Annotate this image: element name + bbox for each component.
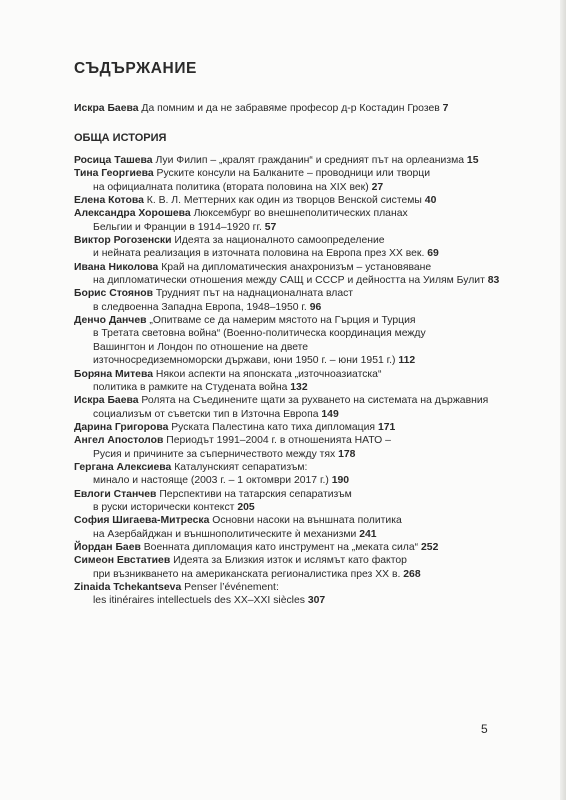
entry-page: 132 bbox=[290, 381, 308, 393]
entry-line bbox=[74, 354, 544, 367]
entry-title: Penser l’événement: bbox=[184, 582, 279, 593]
entry-line bbox=[171, 422, 395, 433]
entry-title-continuation: Бельгии и Франции в 1914–1920 гг. bbox=[93, 221, 262, 233]
toc-entry bbox=[74, 514, 544, 541]
entry-line bbox=[74, 408, 544, 421]
entry-title: Край на дипломатическия анахронизъм – установяване bbox=[161, 261, 432, 273]
entry-page: 307 bbox=[307, 595, 326, 607]
entry-page: 241 bbox=[359, 528, 377, 540]
entry-line bbox=[74, 501, 544, 514]
entry-author: Евлоги Станчев bbox=[74, 488, 157, 500]
page-edge bbox=[560, 0, 566, 800]
entry-author: Гергана Алексиева bbox=[74, 461, 172, 473]
page-title: СЪДЪРЖАНИЕ bbox=[74, 60, 197, 77]
entry-author: Елена Котова bbox=[74, 195, 144, 207]
entry-line bbox=[74, 474, 544, 487]
entry-author: Искра Баева bbox=[74, 103, 139, 114]
entry-title: Основни насоки на външната политика bbox=[212, 515, 402, 527]
entry-title: Руските консули на Балканите – проводници или творци bbox=[156, 168, 431, 180]
section-heading: ОБЩА ИСТОРИЯ bbox=[74, 132, 167, 144]
entry-title-continuation: в руски исторически контекст bbox=[93, 501, 235, 513]
entry-author: Дарина Григорова bbox=[74, 421, 169, 433]
entry-line bbox=[74, 301, 544, 314]
entry-page: 27 bbox=[371, 181, 384, 193]
entry-title-continuation: при възникването на американската регионалистика през XX в. bbox=[93, 568, 401, 580]
entry-page: 171 bbox=[377, 421, 396, 433]
entry-author: Боряна Митева bbox=[74, 368, 153, 380]
entry-page: 57 bbox=[264, 221, 277, 233]
toc-entry bbox=[74, 261, 544, 288]
entry-title-continuation: в следвоенна Западна Европа, 1948–1950 г. bbox=[93, 301, 307, 313]
entry-author: Ангел Апостолов bbox=[74, 435, 164, 447]
toc-entry bbox=[74, 234, 544, 261]
entry-page: 69 bbox=[427, 248, 439, 260]
intro-entry bbox=[74, 102, 544, 115]
entry-page: 190 bbox=[331, 475, 350, 487]
entry-title: Луи Филип – „кралят гражданин“ и средният път на орлеанизма bbox=[155, 155, 465, 166]
toc-entry bbox=[74, 207, 544, 234]
entry-title-continuation: източносредиземноморски държави, юни 1950 г. – юни 1951 г.) bbox=[93, 355, 396, 367]
entry-title: Военната дипломация като инструмент на „меката сила“ bbox=[143, 541, 419, 553]
entry-line bbox=[74, 181, 544, 194]
entry-page: 83 bbox=[487, 275, 500, 287]
entry-title-continuation: Русия и причините за съперничеството между тях bbox=[93, 448, 336, 460]
entry-title: Някои аспекти на японската „източноазиатска“ bbox=[155, 368, 382, 380]
entry-title-continuation: les itinéraires intellectuels des XX–XXI siècles bbox=[93, 595, 305, 607]
entry-page: 252 bbox=[421, 541, 439, 553]
toc-entry bbox=[74, 287, 544, 314]
entry-title: Периодът 1991–2004 г. в отношенията НАТО – bbox=[166, 435, 391, 447]
entry-title-continuation: минало и настояще (2003 г. – 1 октомври 2017 г.) bbox=[93, 475, 329, 487]
toc-entry bbox=[74, 394, 544, 421]
entry-author: Ивана Николова bbox=[74, 261, 159, 273]
entry-line bbox=[147, 195, 437, 206]
entry-title: Идеята за националното самоопределение bbox=[174, 235, 385, 247]
entry-title: „Опитваме се да намерим мястото на Гърция и Турция bbox=[149, 315, 416, 327]
toc-entry bbox=[74, 554, 544, 581]
toc-entry bbox=[74, 421, 544, 434]
entry-author: Росица Ташева bbox=[74, 155, 153, 166]
entry-author: София Шигаева-Митреска bbox=[74, 515, 210, 527]
toc-entry bbox=[74, 314, 544, 367]
toc-entry bbox=[74, 194, 544, 207]
entry-author: Zinaida Tchekantseva bbox=[74, 582, 182, 593]
entry-author: Йордан Баев bbox=[74, 541, 141, 553]
entry-author: Искра Баева bbox=[74, 395, 139, 407]
entry-line bbox=[74, 568, 544, 581]
entry-title-continuation: Вашингтон и Лондон по отношение на двете bbox=[93, 341, 309, 353]
entry-author: Александра Хорошева bbox=[74, 208, 191, 220]
entry-page: 205 bbox=[237, 501, 255, 513]
entry-line bbox=[74, 594, 544, 607]
entry-author: Виктор Рогозенски bbox=[74, 235, 172, 247]
entry-title-continuation: в Третата световна война“ (Военно-политическа координация между bbox=[93, 328, 426, 340]
entry-title: Люксембург во внешнеполитических планах bbox=[193, 208, 408, 220]
entry-line bbox=[74, 528, 544, 541]
entry-title-continuation: на Азербайджан и външнополитическите ѝ механизми bbox=[93, 528, 357, 540]
entry-line bbox=[74, 247, 544, 260]
toc-entry bbox=[74, 167, 544, 194]
toc-entry bbox=[74, 488, 544, 515]
entry-title: Перспективи на татарския сепаратизъм bbox=[159, 488, 352, 500]
toc-list bbox=[74, 154, 544, 608]
toc-entry bbox=[74, 541, 544, 554]
entry-page: 149 bbox=[321, 408, 339, 420]
entry-page: 112 bbox=[398, 355, 416, 367]
entry-title-continuation: на дипломатически отношения между САЩ и СССР и дейността на Уилям Булит bbox=[93, 275, 485, 287]
entry-title: Идеята за Близкия изток и ислямът като фактор bbox=[173, 555, 407, 567]
entry-line bbox=[74, 381, 544, 394]
entry-title-continuation: на официалната политика (втората половина на XIX век) bbox=[93, 181, 369, 193]
entry-line bbox=[74, 221, 544, 234]
entry-title-continuation: и нейната реализация в източната половина на Европа през XX век. bbox=[93, 248, 425, 260]
entry-page: 15 bbox=[466, 155, 479, 166]
page-number: 5 bbox=[481, 722, 488, 736]
entry-title: Да помним и да не забравяме професор д-р Костадин Грозев bbox=[141, 103, 440, 114]
entry-author: Симеон Евстатиев bbox=[74, 555, 171, 567]
toc-entry bbox=[74, 434, 544, 461]
toc-entry bbox=[74, 461, 544, 488]
entry-page: 40 bbox=[424, 195, 437, 207]
entry-line bbox=[155, 155, 478, 166]
entry-title: К. В. Л. Меттерних как один из творцов Венской системы bbox=[146, 195, 422, 207]
entry-page: 96 bbox=[309, 301, 322, 313]
toc-entry bbox=[74, 154, 544, 167]
toc-entry bbox=[74, 368, 544, 395]
entry-page: 178 bbox=[338, 448, 356, 460]
entry-title-continuation: политика в рамките на Студената война bbox=[93, 381, 288, 393]
entry-line bbox=[144, 542, 439, 553]
entry-title: Трудният път на наднационалната власт bbox=[155, 288, 354, 300]
entry-line bbox=[74, 448, 544, 461]
entry-title-continuation: социализъм от съветски тип в Източна Европа bbox=[93, 408, 319, 420]
entry-page: 7 bbox=[442, 103, 449, 114]
toc-entry bbox=[74, 581, 544, 608]
entry-line bbox=[74, 274, 544, 287]
entry-title: Каталунският сепаратизъм: bbox=[174, 461, 308, 473]
entry-title: Руската Палестина като тиха дипломация bbox=[171, 421, 376, 433]
entry-author: Тина Георгиева bbox=[74, 168, 154, 180]
entry-author: Денчо Данчев bbox=[74, 315, 147, 327]
entry-author: Борис Стоянов bbox=[74, 288, 153, 300]
entry-page: 268 bbox=[403, 568, 421, 580]
entry-title: Ролята на Съединените щати за рухването на системата на държавния bbox=[141, 395, 489, 407]
